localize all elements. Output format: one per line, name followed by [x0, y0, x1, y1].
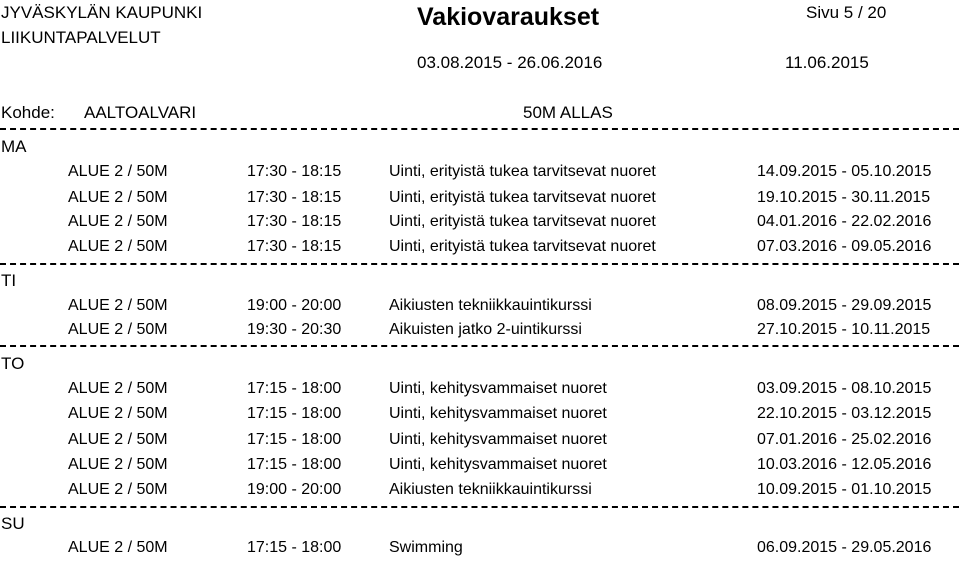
date-range-cell: 27.10.2015 - 10.11.2015 [757, 321, 931, 338]
table-row [0, 190, 959, 212]
area-cell: ALUE 2 / 50M [68, 213, 168, 230]
time-cell: 17:30 - 18:15 [247, 189, 342, 206]
page-number: Sivu 5 / 20 [806, 3, 887, 22]
area-cell: ALUE 2 / 50M [68, 456, 168, 473]
table-row [0, 482, 959, 504]
time-cell: 17:30 - 18:15 [247, 213, 342, 230]
activity-cell: Uinti, erityistä tukea tarvitsevat nuoret [389, 189, 656, 206]
separator-line [0, 128, 959, 130]
date-range-cell: 10.03.2016 - 12.05.2016 [757, 456, 932, 473]
date-range-cell: 08.09.2015 - 29.09.2015 [757, 297, 932, 314]
date-range-cell: 04.01.2016 - 22.02.2016 [757, 213, 932, 230]
activity-cell: Uinti, erityistä tukea tarvitsevat nuoret [389, 163, 656, 180]
print-date: 11.06.2015 [785, 53, 869, 72]
area-cell: ALUE 2 / 50M [68, 163, 168, 180]
area-cell: ALUE 2 / 50M [68, 431, 168, 448]
activity-cell: Uinti, kehitysvammaiset nuoret [389, 380, 607, 397]
date-range-cell: 03.09.2015 - 08.10.2015 [757, 380, 932, 397]
time-cell: 17:15 - 18:00 [247, 431, 342, 448]
time-cell: 17:15 - 18:00 [247, 380, 342, 397]
area-cell: ALUE 2 / 50M [68, 189, 168, 206]
table-row [0, 164, 959, 186]
table-row [0, 457, 959, 479]
time-cell: 17:30 - 18:15 [247, 163, 342, 180]
activity-cell: Aikiusten tekniikkauintikurssi [389, 481, 592, 498]
page-title: Vakiovaraukset [417, 3, 600, 31]
table-row [0, 298, 959, 320]
time-cell: 17:15 - 18:00 [247, 456, 342, 473]
table-row [0, 432, 959, 454]
day-label-ma: MA [1, 137, 27, 156]
time-cell: 17:15 - 18:00 [247, 539, 342, 556]
day-label-su: SU [1, 514, 25, 533]
area-cell: ALUE 2 / 50M [68, 481, 168, 498]
pool-name: 50M ALLAS [523, 103, 613, 122]
activity-cell: Uinti, erityistä tukea tarvitsevat nuoret [389, 213, 656, 230]
table-row [0, 322, 959, 344]
date-range-cell: 07.03.2016 - 09.05.2016 [757, 238, 932, 255]
activity-cell: Aikuisten jatko 2-uintikurssi [389, 321, 582, 338]
area-cell: ALUE 2 / 50M [68, 297, 168, 314]
activity-cell: Uinti, erityistä tukea tarvitsevat nuoret [389, 238, 656, 255]
target-name: AALTOALVARI [84, 103, 197, 122]
time-cell: 19:30 - 20:30 [247, 321, 342, 338]
date-range-cell: 22.10.2015 - 03.12.2015 [757, 405, 932, 422]
area-cell: ALUE 2 / 50M [68, 380, 168, 397]
activity-cell: Swimming [389, 539, 463, 556]
table-row [0, 381, 959, 403]
table-row [0, 214, 959, 236]
table-row [0, 239, 959, 261]
date-range-cell: 19.10.2015 - 30.11.2015 [757, 189, 931, 206]
time-cell: 17:30 - 18:15 [247, 238, 342, 255]
activity-cell: Aikiusten tekniikkauintikurssi [389, 297, 592, 314]
time-cell: 19:00 - 20:00 [247, 297, 342, 314]
day-label-to: TO [1, 354, 25, 373]
activity-cell: Uinti, kehitysvammaiset nuoret [389, 405, 607, 422]
day-label-ti: TI [1, 271, 17, 290]
area-cell: ALUE 2 / 50M [68, 238, 168, 255]
report-period: 03.08.2015 - 26.06.2016 [417, 53, 603, 72]
separator-line [0, 263, 959, 265]
area-cell: ALUE 2 / 50M [68, 539, 168, 556]
table-row [0, 406, 959, 428]
area-cell: ALUE 2 / 50M [68, 405, 168, 422]
separator-line [0, 345, 959, 347]
time-cell: 17:15 - 18:00 [247, 405, 342, 422]
separator-line [0, 506, 959, 508]
date-range-cell: 07.01.2016 - 25.02.2016 [757, 431, 932, 448]
time-cell: 19:00 - 20:00 [247, 481, 342, 498]
area-cell: ALUE 2 / 50M [68, 321, 168, 338]
org-name: JYVÄSKYLÄN KAUPUNKI [1, 3, 203, 22]
activity-cell: Uinti, kehitysvammaiset nuoret [389, 456, 607, 473]
date-range-cell: 06.09.2015 - 29.05.2016 [757, 539, 932, 556]
org-department: LIIKUNTAPALVELUT [1, 28, 161, 47]
activity-cell: Uinti, kehitysvammaiset nuoret [389, 431, 607, 448]
target-label: Kohde: [1, 103, 55, 122]
date-range-cell: 14.09.2015 - 05.10.2015 [757, 163, 932, 180]
date-range-cell: 10.09.2015 - 01.10.2015 [757, 481, 932, 498]
